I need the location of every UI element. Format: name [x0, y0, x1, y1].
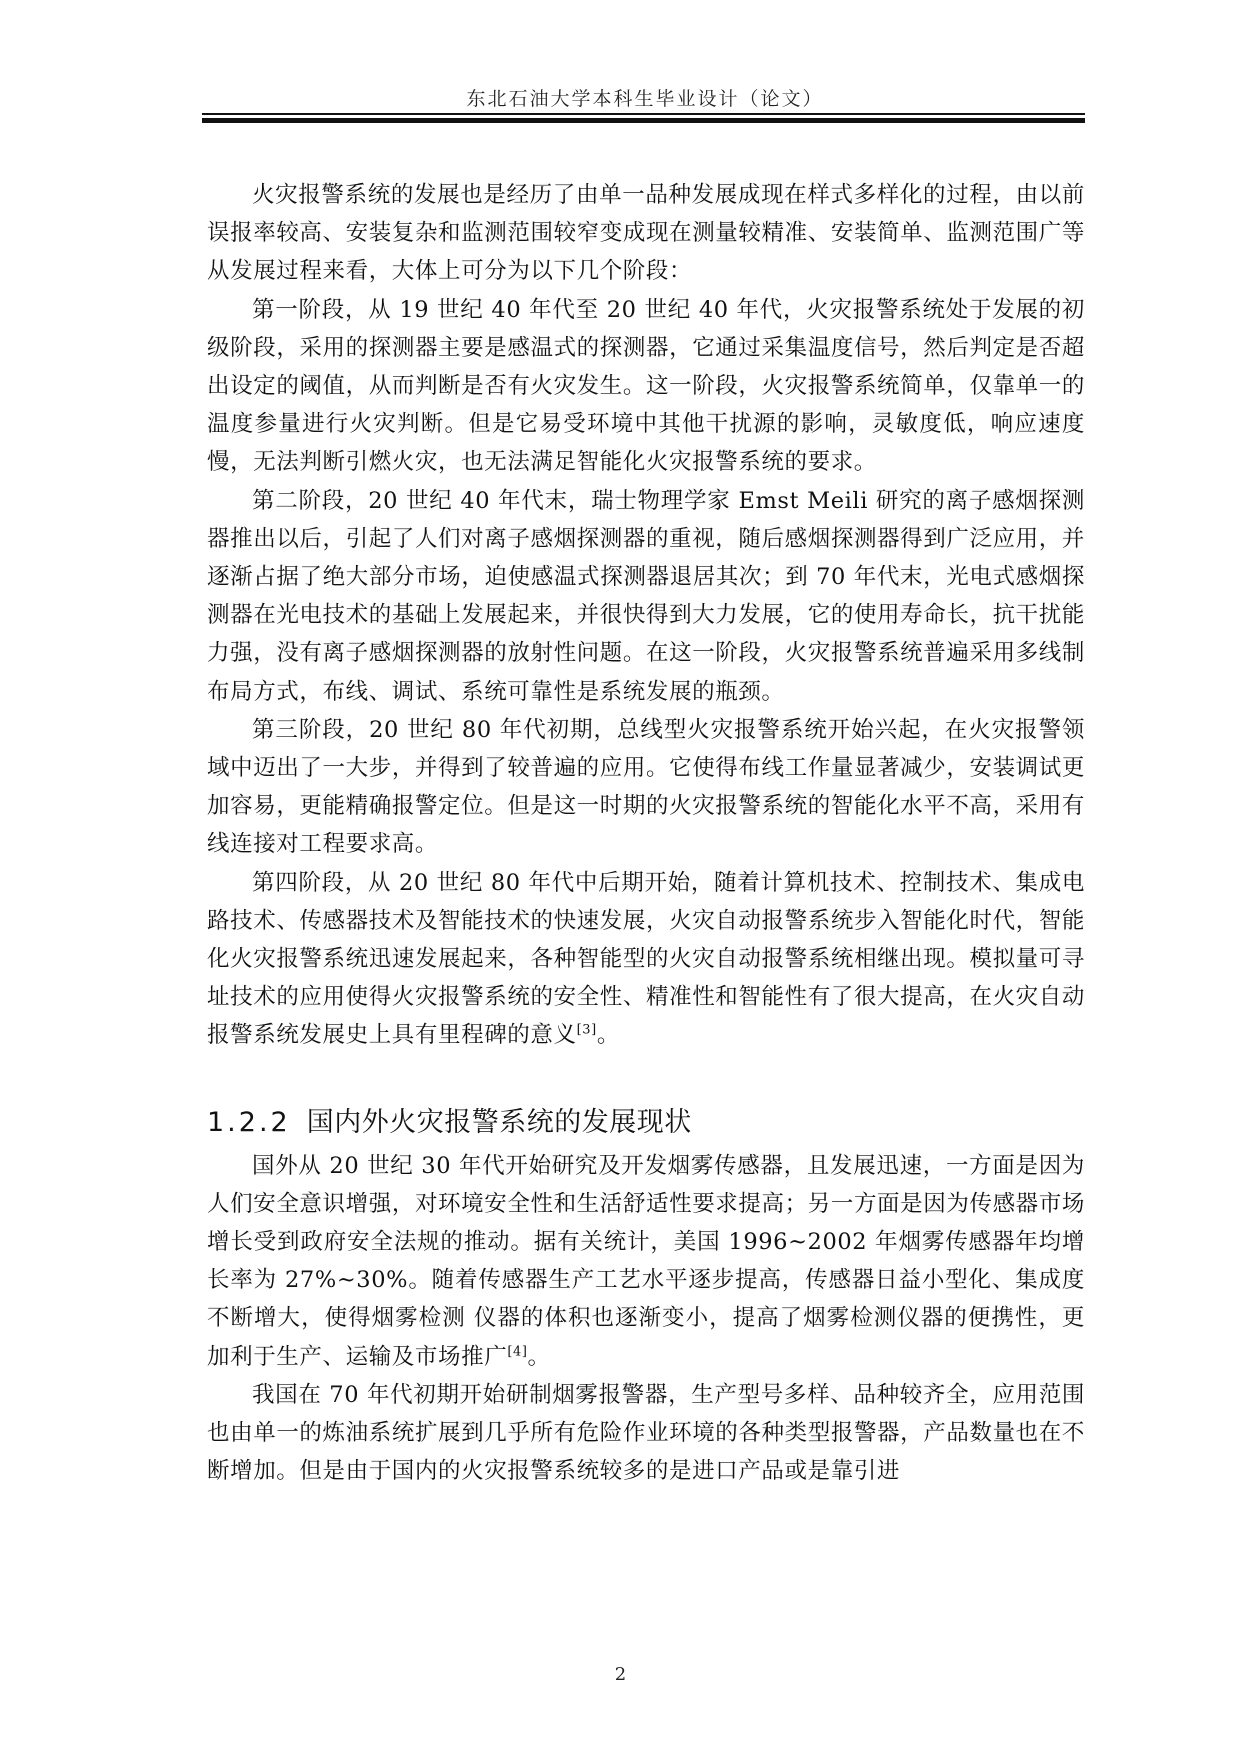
paragraph-stage-four — [207, 864, 1085, 1055]
paragraph-stage-one — [207, 291, 1085, 482]
citation-ref: [3] — [576, 1022, 597, 1038]
page-body — [207, 176, 1085, 1491]
paragraph-text: 第一阶段，从 19 世纪 40 年代至 20 世纪 40 年代，火灾报警系统处于发展的初级阶段，采用的探测器主要是感温式的探测器，它通过采集温度信号，然后判定是否超出设定的阈值，从而判断是否有火灾发生。这一阶段，火灾报警系统简单，仅靠单一的温度参量进行火灾判断。但是它易受环境中其他干扰源的影响，灵敏度低，响应速度慢，无法判断引燃火灾，也无法满足智能化火灾报警系统的要求。 — [207, 296, 1085, 476]
page-number: 2 — [614, 1664, 627, 1685]
paragraph-intro — [207, 176, 1085, 291]
paragraph-stage-two — [207, 482, 1085, 711]
paragraph-text: 第二阶段，20 世纪 40 年代末，瑞士物理学家 Emst Meili 研究的离子感烟探测器推出以后，引起了人们对离子感烟探测器的重视，随后感烟探测器得到广泛应用，并逐渐占据了绝大部分市场，迫使感温式探测器退居其次；到 70 年代末，光电式感烟探测器在光电技术的基础上发展起来，并很快得到大力发展，它的使用寿命长，抗干扰能力强，没有离子感烟探测器的放射性问题。在这一阶段，火灾报警系统普遍采用多线制布局方式，布线、调试、系统可靠性是系统发展的瓶颈。 — [207, 487, 1085, 705]
running-header: 东北石油大学本科生毕业设计（论文） — [466, 88, 824, 110]
paragraph-text: 第四阶段，从 20 世纪 80 年代中后期开始，随着计算机技术、控制技术、集成电路技术、传感器技术及智能技术的快速发展，火灾自动报警系统步入智能化时代，智能化火灾报警系统迅速发展起来，各种智能型的火灾自动报警系统相继出现。模拟量可寻址技术的应用使得火灾报警系统的安全性、精准性和智能性有了很大提高，在火灾自动报警系统发展史上具有里程碑的意义 — [207, 869, 1085, 1049]
section-number: 1.2.2 — [207, 1106, 291, 1138]
paragraph-tail: 。 — [596, 1022, 620, 1049]
section-heading — [207, 1103, 1085, 1143]
paragraph-stage-three — [207, 711, 1085, 864]
header-rule-thin — [202, 113, 1085, 115]
paragraph-text: 国外从 20 世纪 30 年代开始研究及开发烟雾传感器，且发展迅速，一方面是因为人们安全意识增强，对环境安全性和生活舒适性要求提高；另一方面是因为传感器市场增长受到政府安全法规的推动。据有关统计，美国 1996~2002 年烟雾传感器年均增长率为 27%~30%。随着传感器生产工艺水平逐步提高，传感器日益小型化、集成度不断增大，使得烟雾检测 仪器的体积也逐渐变小，提高了烟雾检测仪器的便携性，更加利于生产、运输及市场推广 — [207, 1152, 1085, 1370]
section-title: 国内外火灾报警系统的发展现状 — [306, 1106, 692, 1138]
paragraph-text: 火灾报警系统的发展也是经历了由单一品种发展成现在样式多样化的过程，由以前误报率较高、安装复杂和监测范围较窄变成现在测量较精准、安装简单、监测范围广等从发展过程来看，大体上可分为以下几个阶段： — [207, 182, 1085, 285]
paragraph-text: 第三阶段，20 世纪 80 年代初期，总线型火灾报警系统开始兴起，在火灾报警领域中迈出了一大步，并得到了较普遍的应用。它使得布线工作量显著减少，安装调试更加容易，更能精确报警定位。但是这一时期的火灾报警系统的智能化水平不高，采用有线连接对工程要求高。 — [207, 716, 1085, 858]
paragraph-text: 我国在 70 年代初期开始研制烟雾报警器，生产型号多样、品种较齐全，应用范围也由单一的炼油系统扩展到几乎所有危险作业环境的各种类型报警器，产品数量也在不断增加。但是由于国内的火灾报警系统较多的是进口产品或是靠引进 — [207, 1381, 1085, 1485]
header-rule-thick — [202, 118, 1085, 123]
paragraph-tail: 。 — [527, 1343, 551, 1370]
paragraph-domestic-status — [207, 1376, 1085, 1491]
paragraph-foreign-status — [207, 1147, 1085, 1376]
citation-ref: [4] — [507, 1344, 528, 1360]
